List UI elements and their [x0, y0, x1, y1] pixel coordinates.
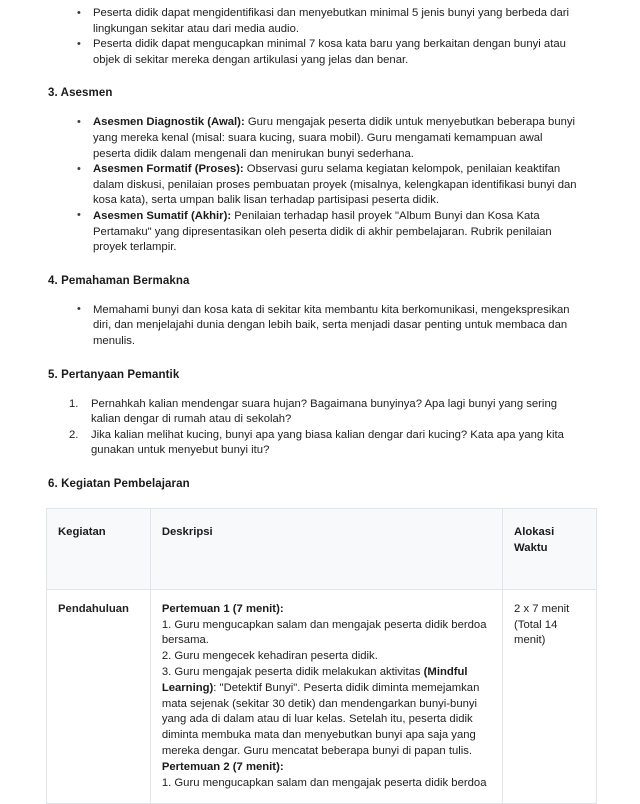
- section-heading-kegiatan: 6. Kegiatan Pembelajaran: [48, 477, 190, 490]
- pertemuan-2-heading: Pertemuan 2 (7 menit):: [161, 760, 284, 773]
- list-item: [0, 162, 640, 209]
- list-item: [0, 428, 640, 459]
- spacer: [0, 350, 640, 368]
- step-3-text-post: : "Detektif Bunyi". Peserta didik diminta memejamkan mata sejenak (sekitar 30 detik) dan mendengarkan bunyi-bunyi yang ada di dalam atau di luar kelas. Setelah itu, peserta didik diminta membuka mata dan menyebutkan bunyi apa saja yang mereka dengar. Guru mencatat beberapa bunyi di papan tulis.: [161, 681, 480, 758]
- asesmen-list: [0, 115, 640, 255]
- spacer: [0, 68, 640, 86]
- deskripsi-paragraph: [162, 602, 492, 792]
- spacer: [0, 256, 640, 274]
- list-item: [0, 115, 640, 162]
- pertemuan-1-step-3: [162, 666, 480, 757]
- list-item-text: Pernahkah kalian mendengar suara hujan? Bagaimana bunyinya? Apa lagi bunyi yang sering kalian dengar di rumah atau di sekolah?: [91, 397, 558, 426]
- list-item-label: Asesmen Formatif (Proses):: [93, 163, 244, 176]
- table-row: [47, 589, 597, 804]
- list-item-number: 1.: [69, 397, 79, 410]
- list-item-number: 2.: [69, 428, 79, 441]
- alokasi-line-1: 2 x 7 menit: [514, 602, 570, 615]
- list-item: • Peserta didik dapat mengucapkan minimal 7 kosa kata baru yang berkaitan dengan bunyi atau objek di sekitar mereka dengan artikulasi yang jelas dan benar.: [0, 37, 640, 68]
- column-header-deskripsi: Deskripsi: [150, 508, 502, 589]
- step-3-text-pre: 3. Guru mengajak peserta didik melakukan aktivitas: [161, 666, 424, 679]
- column-header-kegiatan: Kegiatan: [47, 508, 151, 589]
- spacer: [0, 383, 640, 397]
- pemantik-list: [0, 397, 640, 459]
- pertemuan-2-step-1: 1. Guru mengucapkan salam dan mengajak peserta didik berdoa: [161, 776, 487, 789]
- list-item-label: Asesmen Diagnostik (Awal):: [93, 116, 245, 129]
- list-item: • Peserta didik dapat mengidentifikasi dan menyebutkan minimal 5 jenis bunyi yang berbeda dari lingkungan sekitar atau dari media audio.: [0, 6, 640, 37]
- alokasi-line-3: menit): [514, 634, 546, 647]
- lesson-table-wrapper: [0, 508, 640, 804]
- list-item-text: Guru mengajak peserta didik untuk menyebutkan beberapa bunyi yang mereka kenal (misal: suara kucing, suara mobil). Guru mengamati kemampuan awal peserta didik dalam mengenali dan menirukan bunyi sederhana.: [93, 116, 576, 160]
- list-item: [0, 397, 640, 428]
- cell-deskripsi: [150, 589, 502, 804]
- list-item: • Memahami bunyi dan kosa kata di sekitar kita membantu kita berkomunikasi, mengekspresikan diri, dan menjelajahi dunia dengan lebih baik, serta menjadi dasar penting untuk membaca dan menulis.: [0, 303, 640, 350]
- spacer: [0, 459, 640, 477]
- spacer: [0, 101, 640, 115]
- list-item-label: Asesmen Sumatif (Akhir):: [93, 209, 232, 222]
- list-item-text: Jika kalian melihat kucing, bunyi apa yang biasa kalian dengar dari kucing? Kata apa yang kita gunakan untuk menyebut bunyi itu?: [91, 428, 564, 457]
- pertemuan-1-heading: Pertemuan 1 (7 menit):: [161, 602, 284, 615]
- pemahaman-list: [0, 303, 640, 350]
- cell-alokasi-waktu: [503, 589, 597, 804]
- spacer: [0, 289, 640, 303]
- cell-kegiatan: Pendahuluan: [47, 589, 151, 804]
- list-item: [0, 209, 640, 256]
- spacer: [0, 492, 640, 508]
- alokasi-line-2: (Total 14: [514, 618, 558, 631]
- lesson-table: [46, 508, 597, 804]
- column-header-alokasi-waktu: Alokasi Waktu: [503, 508, 597, 589]
- table-header-row: [47, 508, 597, 589]
- list-item-text: Penilaian terhadap hasil proyek "Album Bunyi dan Kosa Kata Pertamaku" yang dipresentasikan oleh peserta didik di akhir pembelajaran. Rubrik penilaian proyek terlampir.: [93, 209, 552, 254]
- section-heading-pemahaman: 4. Pemahaman Bermakna: [48, 274, 190, 287]
- mindful-learning-label: (Mindful Learning): [161, 666, 468, 694]
- objectives-list: [0, 6, 640, 68]
- list-item-text: Observasi guru selama kegiatan kelompok, penilaian keaktifan dalam diskusi, penilaian proses pembuatan proyek (misalnya, kelengkapan identifikasi bunyi dan kosa kata), serta umpan balik lisan terhadap partisipasi peserta didik.: [93, 163, 577, 207]
- pertemuan-1-step-1: 1. Guru mengucapkan salam dan mengajak peserta didik berdoa bersama.: [161, 618, 487, 647]
- pertemuan-1-step-2: 2. Guru mengecek kehadiran peserta didik.: [161, 650, 378, 663]
- section-heading-asesmen: 3. Asesmen: [48, 87, 113, 100]
- section-heading-pemantik: 5. Pertanyaan Pemantik: [48, 368, 180, 381]
